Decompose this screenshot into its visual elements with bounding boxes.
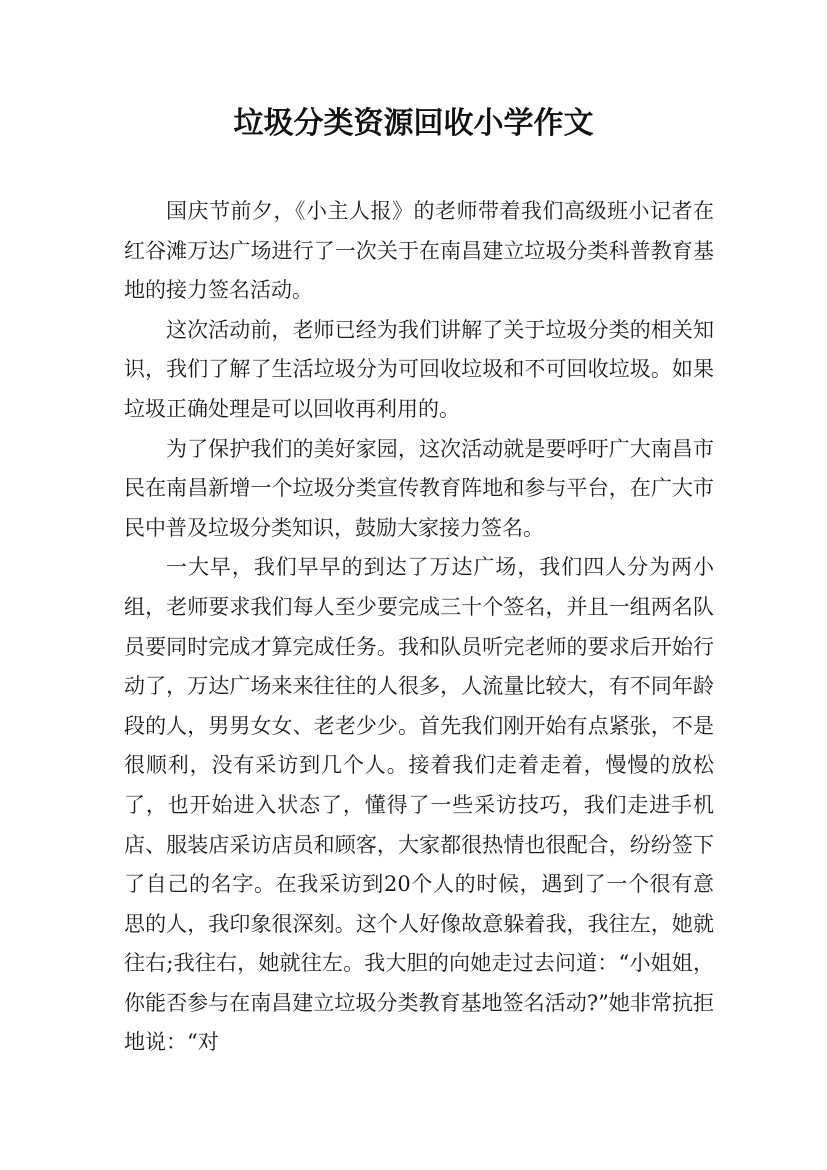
paragraph-4: 一大早，我们早早的到达了万达广场，我们四人分为两小组，老师要求我们每人至少要完成三十个签名，并且一组两名队员要同时完成才算完成任务。我和队员听完老师的要求后开始行动了，万达广场来来往往的人很多，人流量比较大，有不同年龄段的人，男男女女、老老少少。首先我们刚开始有点紧张，不是很顺利，没有采访到几个人。接着我们走着走着，慢慢的放松了，也开始进入状态了，懂得了一些采访技巧，我们走进手机店、服装店采访店员和顾客，大家都很热情也很配合，纷纷签下了自己的名字。在我采访到20个人的时候，遇到了一个很有意思的人，我印象很深刻。这个人好像故意躲着我，我往左，她就往右;我往右，她就往左。我大胆的向她走过去问道：“小姐姐，你能否参与在南昌建立垃圾分类教育基地签名活动?”她非常抗拒地说：“对: [124, 555, 714, 1055]
paragraph-1: 国庆节前夕，《小主人报》的老师带着我们高级班小记者在红谷滩万达广场进行了一次关于在南昌建立垃圾分类科普教育基地的接力签名活动。: [124, 199, 714, 303]
document-title: 垃圾分类资源回收小学作文: [233, 106, 594, 141]
document-body: [124, 192, 714, 1063]
paragraph-2: 这次活动前，老师已经为我们讲解了关于垃圾分类的相关知识，我们了解了生活垃圾分为可回收垃圾和不可回收垃圾。如果垃圾正确处理是可以回收再利用的。: [124, 317, 714, 421]
paragraph-3: 为了保护我们的美好家园，这次活动就是要呼吁广大南昌市民在南昌新增一个垃圾分类宣传教育阵地和参与平台，在广大市民中普及垃圾分类知识，鼓励大家接力签名。: [124, 436, 714, 540]
